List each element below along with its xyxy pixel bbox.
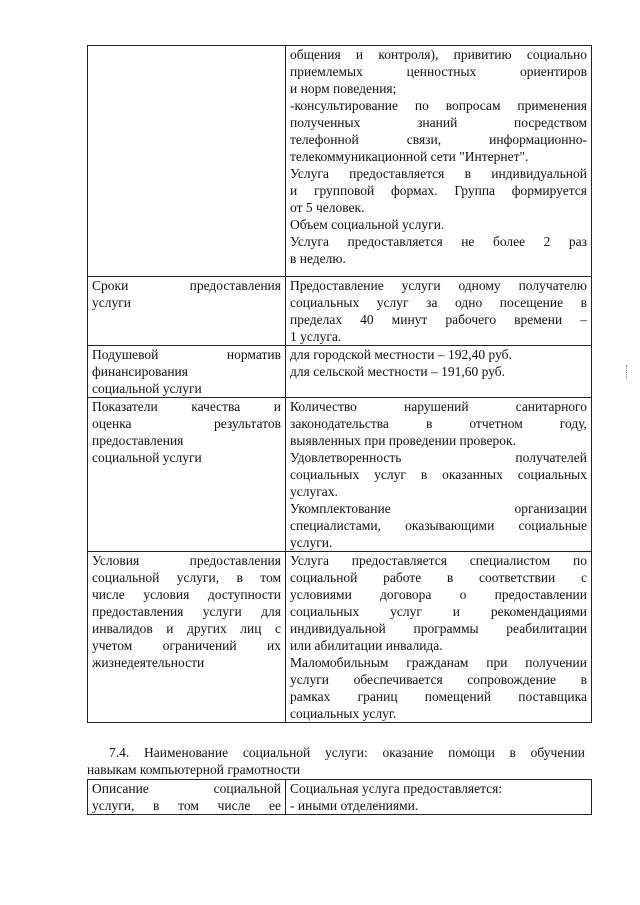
text-line: социальной работе в соответствии с <box>290 570 587 585</box>
text-line: Услуга предоставляется специалистом по <box>290 553 587 568</box>
text-line: или абилитации инвалида. <box>290 638 443 653</box>
text-line: приемлемых ценностных ориентиров <box>290 64 587 79</box>
value-cell <box>286 780 592 815</box>
text-line: социальных услуг за одно посещение в <box>290 295 587 310</box>
label-line: социальной услуги, в том <box>92 570 281 585</box>
text-line: законодательства в отчетном году, <box>290 416 587 431</box>
table-row-description <box>88 780 592 815</box>
value-cell <box>286 552 592 723</box>
text-line: телефонной связи, информационно- <box>290 132 587 147</box>
label-line: учетом ограничений их <box>92 638 281 653</box>
label-line: Сроки предоставления <box>92 278 281 293</box>
text-line: для сельской местности – 191,60 руб. <box>290 364 506 379</box>
text-line: социальных услуг в оказанных социальных <box>290 467 587 482</box>
section-heading <box>87 744 585 778</box>
text-line: 1 услуга. <box>290 329 342 344</box>
text-line: Объем социальной услуги. <box>290 217 445 232</box>
text-line: от 5 человек. <box>290 200 365 215</box>
label-line: жизнедеятельности <box>92 655 205 670</box>
scan-mark <box>626 365 629 379</box>
value-cell <box>286 277 592 346</box>
label-line: предоставления услуги для <box>92 604 281 619</box>
text-line: Услуга предоставляется в индивидуальной <box>290 166 587 181</box>
text-line: полученных знаний посредством <box>290 115 587 130</box>
continuation-cell <box>286 46 592 277</box>
text-line: Удовлетворенность получателей <box>290 450 587 465</box>
text-line: общения и контроля), привитию социально <box>290 47 587 62</box>
label-line: инвалидов и других лиц с <box>92 621 281 636</box>
text-line: услуги обеспечивается сопровождение в <box>290 672 587 687</box>
table-row <box>88 46 592 277</box>
empty-label-cell <box>88 46 286 277</box>
label-line: Условия предоставления <box>92 553 281 568</box>
table-row-quality-indicators <box>88 398 592 552</box>
text-line: пределах 40 минут рабочего времени – <box>290 312 587 327</box>
label-cell <box>88 780 286 815</box>
table-row-financing-norm <box>88 346 592 398</box>
text-line: и норм поведения; <box>290 81 397 96</box>
text-line: социальных услуг и рекомендациями <box>290 604 587 619</box>
text-line: - иными отделениями. <box>290 798 419 813</box>
label-line: социальной услуги <box>92 450 202 465</box>
text-line: в неделю. <box>290 251 346 266</box>
text-line: Количество нарушений санитарного <box>290 399 587 414</box>
heading-line: 7.4. Наименование социальной услуги: оказание помощи в обучении <box>109 745 585 760</box>
text-line: -консультирование по вопросам применения <box>290 98 587 113</box>
value-cell <box>286 398 592 552</box>
label-cell <box>88 552 286 723</box>
text-line: для городской местности – 192,40 руб. <box>290 347 512 362</box>
next-service-table <box>87 779 592 815</box>
label-line: социальной услуги <box>92 381 202 396</box>
text-line: Маломобильным гражданам при получении <box>290 655 587 670</box>
heading-line: навыкам компьютерной грамотности <box>87 762 301 777</box>
label-line: услуги, в том числе ее <box>92 798 281 813</box>
label-line: Подушевой норматив <box>92 347 281 362</box>
label-line: оценка результатов <box>92 416 281 431</box>
text-line: Услуга предоставляется не более 2 раз <box>290 234 587 249</box>
label-line: числе условия доступности <box>92 587 281 602</box>
text-line: телекоммуникационной сети "Интернет". <box>290 149 529 164</box>
service-description-table <box>87 45 592 723</box>
label-line: услуги <box>92 295 131 310</box>
text-line: условиями договора о предоставлении <box>290 587 587 602</box>
table-row-service-term <box>88 277 592 346</box>
label-cell <box>88 277 286 346</box>
text-line: услуги. <box>290 535 333 550</box>
text-line: индивидуальной программы реабилитации <box>290 621 587 636</box>
label-line: предоставления <box>92 433 184 448</box>
text-line: Укомплектование организации <box>290 501 587 516</box>
label-line: Показатели качества и <box>92 399 281 414</box>
table-row-conditions <box>88 552 592 723</box>
text-line: рамках границ помещений поставщика <box>290 689 587 704</box>
label-line: финансирования <box>92 364 188 379</box>
text-line: услугах. <box>290 484 338 499</box>
text-line: социальных услуг. <box>290 706 397 721</box>
text-line: Предоставление услуги одному получателю <box>290 278 587 293</box>
text-line: и групповой формах. Группа формируется <box>290 183 587 198</box>
label-line: Описание социальной <box>92 781 281 796</box>
text-line: специалистами, оказывающими социальные <box>290 518 587 533</box>
label-cell <box>88 346 286 398</box>
text-line: выявленных при проведении проверок. <box>290 433 516 448</box>
label-cell <box>88 398 286 552</box>
value-cell <box>286 346 592 398</box>
text-line: Социальная услуга предоставляется: <box>290 781 503 796</box>
